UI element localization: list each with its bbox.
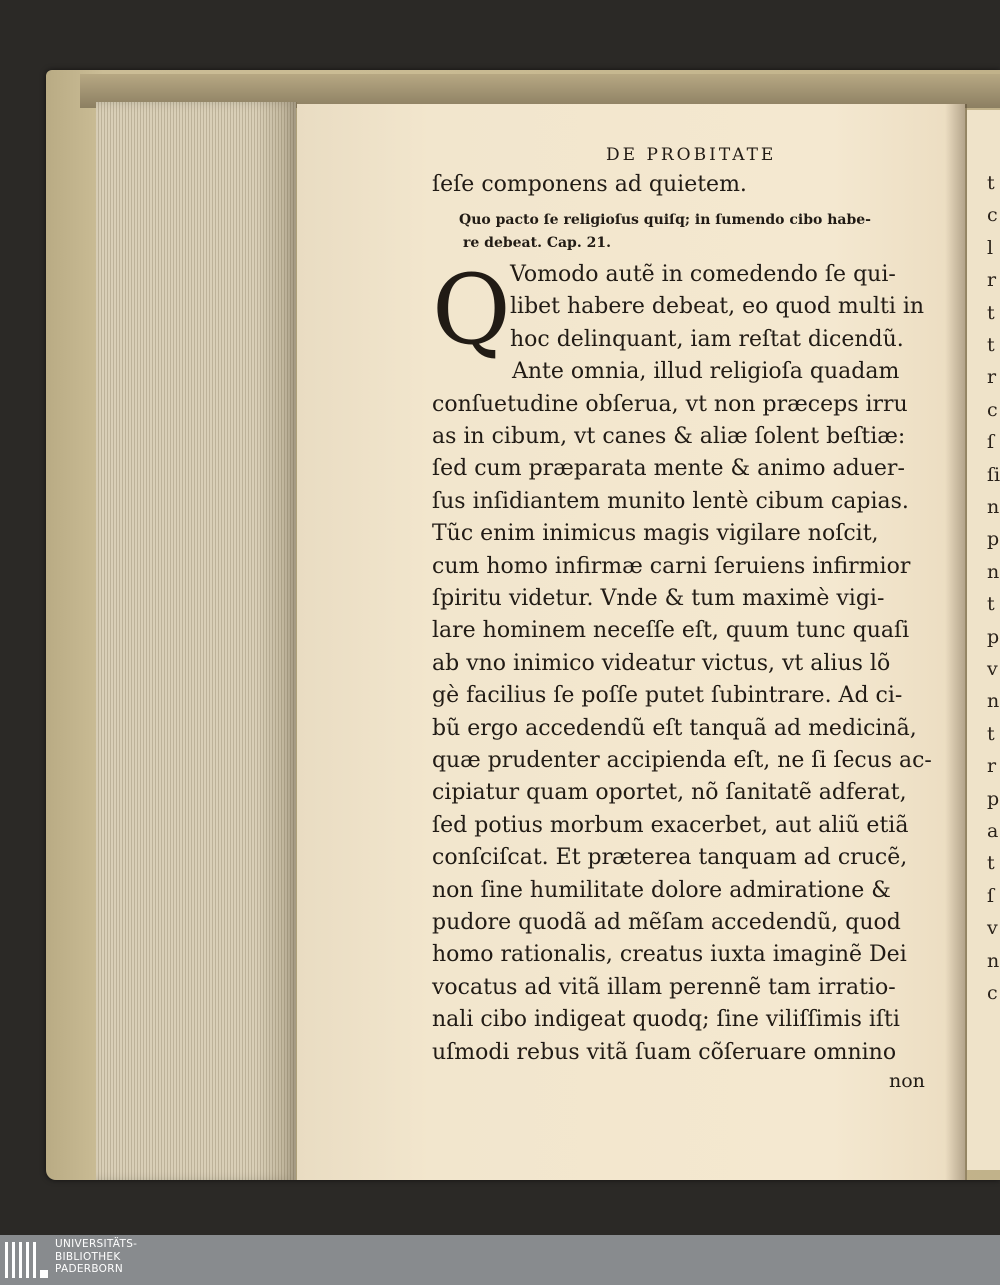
body-line: cum homo infirmæ carni ſeruiens infirmior xyxy=(432,553,911,579)
body-line: nali cibo indigeat quodq; ſine viliſſimis iſti xyxy=(432,1007,900,1033)
body-line: conſciſcat. Et præterea tanquam ad crucẽ, xyxy=(432,845,908,871)
facing-page-letter: n xyxy=(987,949,1000,972)
facing-page-letter: v xyxy=(987,917,998,940)
chapter-heading-line-1: Quo pacto ſe religioſus quiſq; in ſumendo cibo habe- xyxy=(459,212,871,228)
logo-line-2: BIBLIOTHEK xyxy=(55,1250,121,1263)
body-line: libet habere debeat, eo quod multi in xyxy=(510,294,925,320)
facing-page-letter: r xyxy=(987,755,997,778)
facing-page-letter: t xyxy=(987,593,995,616)
body-line: conſuetudine obſerua, vt non præceps irru xyxy=(432,391,908,417)
first-text-line: ſeſe componens ad quietem. xyxy=(432,172,747,197)
body-line: bũ ergo accedendũ eſt tanquã ad medicinã, xyxy=(432,715,917,741)
facing-page-letter: ſ xyxy=(987,884,995,907)
facing-page-letter: r xyxy=(987,366,997,389)
body-line: ſus inſidiantem munito lentè cibum capias. xyxy=(432,488,909,514)
body-line: uſmodi rebus vitã ſuam cõſeruare omnino xyxy=(432,1039,897,1065)
facing-page-letter: c xyxy=(987,982,998,1004)
library-logo-icon xyxy=(4,1240,50,1280)
body-line: Tũc enim inimicus magis vigilare noſcit, xyxy=(432,521,879,547)
body-line: homo rationalis, creatus iuxta imaginẽ Dei xyxy=(432,942,907,968)
body-line: non ſine humilitate dolore admiratione & xyxy=(432,877,891,903)
facing-page-letter: ſi xyxy=(987,463,1000,486)
facing-page-letter: p xyxy=(987,625,1000,648)
facing-page-letter: a xyxy=(987,820,999,842)
body-line: vocatus ad vitã illam perennẽ tam irratio- xyxy=(432,974,896,1000)
facing-page-letter: p xyxy=(987,528,1000,551)
catchword: non xyxy=(889,1070,925,1092)
footer-bar xyxy=(0,1235,1000,1285)
facing-page-letter: n xyxy=(987,690,1000,713)
drop-cap: Q xyxy=(432,254,511,366)
page-gutter-shadow xyxy=(945,104,967,1180)
facing-page-letter: n xyxy=(987,496,1000,518)
body-line: Ante omnia, illud religioſa quadam xyxy=(512,359,900,385)
library-logo-text xyxy=(55,1238,137,1276)
body-line: Vomodo autẽ in comedendo ſe qui- xyxy=(510,262,896,287)
chapter-heading-line-2: re debeat. Cap. 21. xyxy=(463,235,611,251)
running-head: DE PROBITATE xyxy=(606,145,777,165)
facing-page-letter: c xyxy=(987,398,998,421)
facing-page-letter: l xyxy=(987,236,994,259)
facing-page-letter: t xyxy=(987,301,995,324)
body-line: pudore quodã ad mẽſam accedendũ, quod xyxy=(432,910,901,935)
facing-page-letter: t xyxy=(987,722,995,745)
facing-page-letter: t xyxy=(987,852,995,875)
facing-page-letter: v xyxy=(987,658,998,680)
facing-page-letter: r xyxy=(987,269,997,292)
body-line: quæ prudenter accipienda eſt, ne ſi ſecus ac- xyxy=(432,748,932,773)
body-line: cipiatur quam oportet, nõ ſanitatẽ adferat, xyxy=(432,780,907,806)
page-edge-shadow xyxy=(255,102,297,1180)
facing-page-letter: n xyxy=(987,560,1000,583)
body-line: hoc delinquant, iam reſtat dicendũ. xyxy=(510,326,904,352)
facing-page-letter: c xyxy=(987,204,998,227)
body-line: ſed cum præparata mente & animo aduer- xyxy=(432,456,905,482)
body-line: ſpiritu videtur. Vnde & tum maximè vigi- xyxy=(432,586,885,611)
body-line: gè facilius ſe poſſe putet ſubintrare. Ad ci- xyxy=(432,683,903,709)
body-line: ſed potius morbum exacerbet, aut aliũ etiã xyxy=(432,812,909,838)
facing-page-letter: ſ xyxy=(987,431,995,454)
body-line: ab vno inimico videatur victus, vt alius lõ xyxy=(432,650,891,676)
facing-page-letter: t xyxy=(987,334,995,356)
logo-line-3: PADERBORN xyxy=(55,1263,123,1275)
body-line: as in cibum, vt canes & aliæ ſolent beſtiæ: xyxy=(432,424,906,449)
facing-page-letter: p xyxy=(987,787,1000,810)
body-line: lare hominem neceſſe eſt, quum tunc quaſi xyxy=(432,618,910,644)
facing-page-letter: t xyxy=(987,172,995,194)
logo-line-1: UNIVERSITÄTS- xyxy=(55,1238,138,1250)
